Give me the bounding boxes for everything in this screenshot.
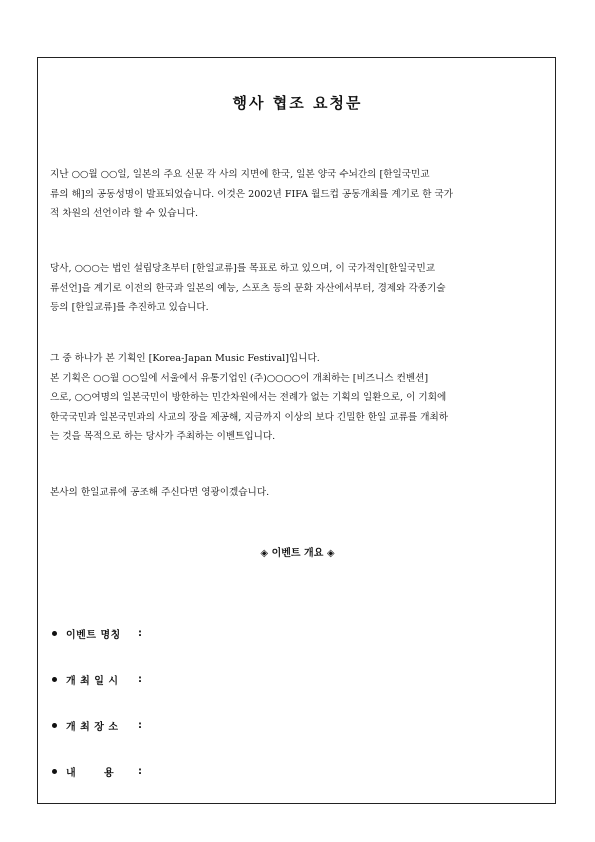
paragraph-line: 본 기획은 ○○월 ○○일에 서울에서 유통기업인 (주)○○○○이 개최하는 [비즈니스 컨벤션]	[50, 372, 429, 384]
field-event-content	[52, 748, 142, 794]
field-label: 이벤트 명칭	[66, 629, 121, 641]
bullet-icon	[52, 677, 57, 682]
paragraph-line: 본사의 한일교류에 공조해 주신다면 영광이겠습니다.	[50, 487, 270, 498]
field-colon: :	[138, 627, 142, 639]
paragraph-line: 적 차원의 선언이라 할 수 있습니다.	[50, 208, 199, 219]
paragraph-1	[50, 165, 550, 224]
field-label: 개 최 장 소	[66, 721, 119, 733]
document-title: 행사 협조 요청문	[232, 94, 363, 112]
paragraph-2	[50, 259, 550, 318]
field-event-name	[52, 610, 142, 656]
paragraph-line: 그 중 하나가 본 기획인 [Korea-Japan Music Festival]입니다.	[50, 353, 320, 364]
bullet-icon	[52, 723, 57, 728]
paragraph-line: 등의 [한일교류]를 추진하고 있습니다.	[50, 302, 209, 313]
section-heading: ◈ 이벤트 개요 ◈	[260, 548, 335, 559]
bullet-icon	[52, 631, 57, 636]
field-colon: :	[138, 719, 142, 731]
field-event-venue	[52, 702, 142, 748]
event-fields-list	[52, 610, 142, 794]
bullet-icon	[52, 769, 57, 774]
paragraph-line: 류의 해]의 공동성명이 발표되었습니다. 이것은 2002년 FIFA 월드컵 공동개최를 계기로 한 국가	[50, 188, 454, 200]
paragraph-line: 당사, ○○○는 법인 설립당초부터 [한일교류]를 목표로 하고 있으며, 이 국가적인[한일국민교	[50, 263, 435, 274]
paragraph-line: 는 것을 목적으로 하는 당사가 주최하는 이벤트입니다.	[50, 431, 276, 442]
field-colon: :	[138, 673, 142, 685]
paragraph-line: 한국국민과 일본국민과의 사교의 장을 제공해, 지금까지 이상의 보다 긴밀한 한일 교류를 개최하	[50, 411, 449, 423]
paragraph-line: 으로, ○○여명의 일본국민이 방한하는 민간차원에서는 전례가 없는 기획의 일환으로, 이 기회에	[50, 392, 447, 403]
paragraph-4	[50, 483, 550, 503]
field-label: 개 최 일 시	[66, 675, 119, 687]
field-event-date	[52, 656, 142, 702]
field-colon: :	[138, 765, 142, 777]
field-label: 내 용	[66, 767, 115, 779]
paragraph-line: 지난 ○○월 ○○일, 일본의 주요 신문 각 사의 지면에 한국, 일본 양국 수뇌간의 [한일국민교	[50, 169, 430, 180]
paragraph-3	[50, 349, 550, 447]
paragraph-line: 류선언]을 계기로 이전의 한국과 일본의 예능, 스포츠 등의 문화 자산에서부터, 경제와 각종기술	[50, 282, 446, 294]
